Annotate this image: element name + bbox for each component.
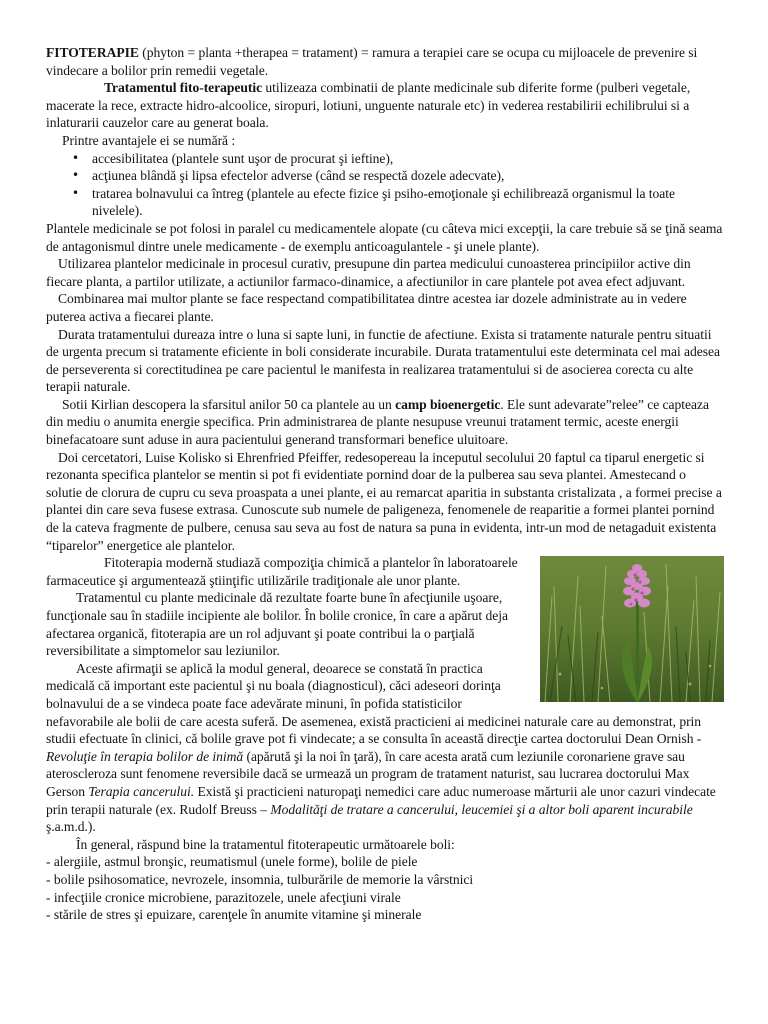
paragraph-usage: Utilizarea plantelor medicinale in procesul curativ, presupune din partea medicului cunoasterea principiilor active din fiecare planta, a partilor utilizate, a actiunilor farmaco-dinamice, a afectiunilor in care plantele pot avea efect adjuvant.: [46, 256, 691, 289]
definition-text: (phyton = planta +therapea = tratament) = ramura a terapiei care se ocupa cu mijloacele de prevenire si vindecare a bolilor prin remedii vegetale.: [46, 45, 698, 78]
paragraph-duration: Durata tratamentului dureaza intre o luna si sapte luni, in functie de afectiune. Exista si tratamente naturale pentru situatii de urgenta precum si tratamente eficiente in boli considerate incurabile. Durata tratamentului este determinata cel mai adesea de perseverenta si corectitudinea pe care pacientul le manifesta in realizarea tratamentului si de asocierea corecta cu alte terapii naturale.: [46, 326, 720, 395]
list-item: - bolile psihosomatice, nevrozele, insomnia, tulburările de memorie la vârstnici: [46, 871, 474, 887]
list-item: - stările de stres şi epuizare, carenţele în anumite vitamine şi minerale: [46, 907, 422, 923]
paragraph-treatment-results: Tratamentul cu plante medicinale dă rezultate foarte bune în afecţiunile uşoare, funcţionale sau în stadiile incipiente ale bolilor. În bolile cronice, în care a apărut deja afectarea organică, fitoterapia are un rol adjuvant şi poate contribui la o parţială reversibilitate a simptomelor sau leziunilor.: [46, 590, 508, 659]
term-treatment: Tratamentul fito-terapeutic: [104, 80, 263, 96]
paragraph-modern-phytotherapy: Fitoterapia modernă studiază compoziţia chimică a plantelor în laboratoarele farmaceutice şi argumentează ştiinţific utilizările tradiţionale ale unor plante.: [46, 555, 518, 588]
treatment-text: utilizeaza combinatii de plante medicinale sub diferite forme (pulberi vegetale, macerate la rece, extracte hidro-alcoolice, siropuri, lotiuni, unguente naturale etc) in vederea restabilirii echilibrului si a inlaturarii cauzelor care au generat boala.: [46, 80, 691, 131]
term-bioenergetic-field: camp bioenergetic: [395, 396, 501, 412]
paragraph-researchers: Doi cercetatori, Luise Kolisko si Ehrenfried Pfeiffer, redesopereau la inceputul secolului 20 faptul ca tiparul energetic si rezonanta specifica plantelor se mentin si pot fi evidentiate pornind doar de la pulberea sau seva plantei. Amestecand o solutie de clorura de cupru cu seva proaspata a unei plante, ei au remarcat aparitia in substanta cristalizata , a formei precise a plantei din care seva fusese extrasa. Cunoscute sub numele de paligeneza, fenomenele de reaparitie a formei plantei pornind de la cateva fragmente de pulbere, cenusa sau seva au fost de natura sa puna in evidenta, intr-un mod de netagaduit existenta “tiparelor” energetice ale plantelor.: [46, 449, 722, 553]
advantages-intro: Printre avantajele ei se numără :: [62, 132, 236, 148]
paragraph-kirlian: Sotii Kirlian descopera la sfarsitul anilor 50 ca plantele au un camp bioenergetic. Ele sunt adevarate”relee” ce capteaza din mediu o anumita energie specifica. Prin administrarea de plante nesupuse vreunui tratament termic, aceste energii binefacatoare sunt aduse in aura pacientului generand transformari benefice uluitoare.: [46, 396, 709, 448]
list-item: • tratarea bolnavului ca întreg (plantele au efecte fizice şi psiho-emoţionale şi echilibrează organismul la toate nivelele).: [46, 185, 724, 220]
list-item: - alergiile, astmul bronşic, reumatismul (unele forme), bolile de piele: [46, 854, 418, 870]
advantages-list: [46, 150, 724, 220]
list-item: - infecţiile cronice microbiene, parazitozele, unele afecţiuni virale: [46, 889, 401, 905]
term-fitoterapie: FITOTERAPIE: [46, 45, 139, 60]
list-item: • acţiunea blândă şi lipsa efectelor adverse (când se respectă dozele adecvate),: [46, 167, 724, 185]
book-title-ornish: Revoluţie în terapia bolilor de inimă: [46, 748, 244, 764]
paragraph-allopathic: Plantele medicinale se pot folosi in paralel cu medicamentele alopate (cu câteva mici excepţii, la care trebuie să se ţină seama de antagonismul dintre unele medicamente - de exemplu anticoagulantele - şi unele plante).: [46, 220, 723, 254]
book-title-breuss: Modalităţi de tratare a cancerului, leucemiei şi a altor boli aparent incurabile: [270, 801, 693, 817]
orchid-photo: [540, 556, 724, 702]
paragraph-treatment: [46, 79, 724, 132]
diseases-intro: În general, răspund bine la tratamentul fitoterapeutic următoarele boli:: [76, 836, 455, 852]
list-item: • accesibilitatea (plantele sunt uşor de procurat şi ieftine),: [46, 150, 724, 168]
paragraph-general-statements: Aceste afirmaţii se aplică la modul general, deoarece se constată în practica medicală că important este pacientul şi nu boala (diagnosticul), căci adeseori dorinţa bolnavului de a se vindeca poate face adevărate minuni, în pofida statisticilor nefavorabile ale bolii de care acesta suferă. De asemenea, există practicieni ai medicinei naturale care au demonstrat, prin studii efectuate în clinici, că bolile grave pot fi vindecate; a se consulta în această direcţie cartea doctorului Dean Ornish - Revoluţie în terapia bolilor de inimă (apărută şi la noi în ţară), în care acesta arată cum leziunile coronariene grave sau ateroscleroza sunt fenomene reversibile dacă se urmează un program de tratament naturist, sau lucrarea doctorului Max Gerson Terapia cancerului. Există şi practicieni naturopaţi nemedici care aduc numeroase mărturii ale unor cazuri vindecate prin terapii naturale (ex. Rudolf Breuss – Modalităţi de tratare a cancerului, leucemiei şi a altor boli aparent incurabile ş.a.m.d.).: [46, 660, 716, 835]
paragraph-combination: Combinarea mai multor plante se face respectand compatibilitatea dintre acestea iar dozele administrate au in vedere puterea activa a fiecarei plante.: [46, 291, 687, 324]
paragraph-definition: [46, 44, 724, 79]
book-title-gerson: Terapia cancerului.: [88, 783, 195, 799]
